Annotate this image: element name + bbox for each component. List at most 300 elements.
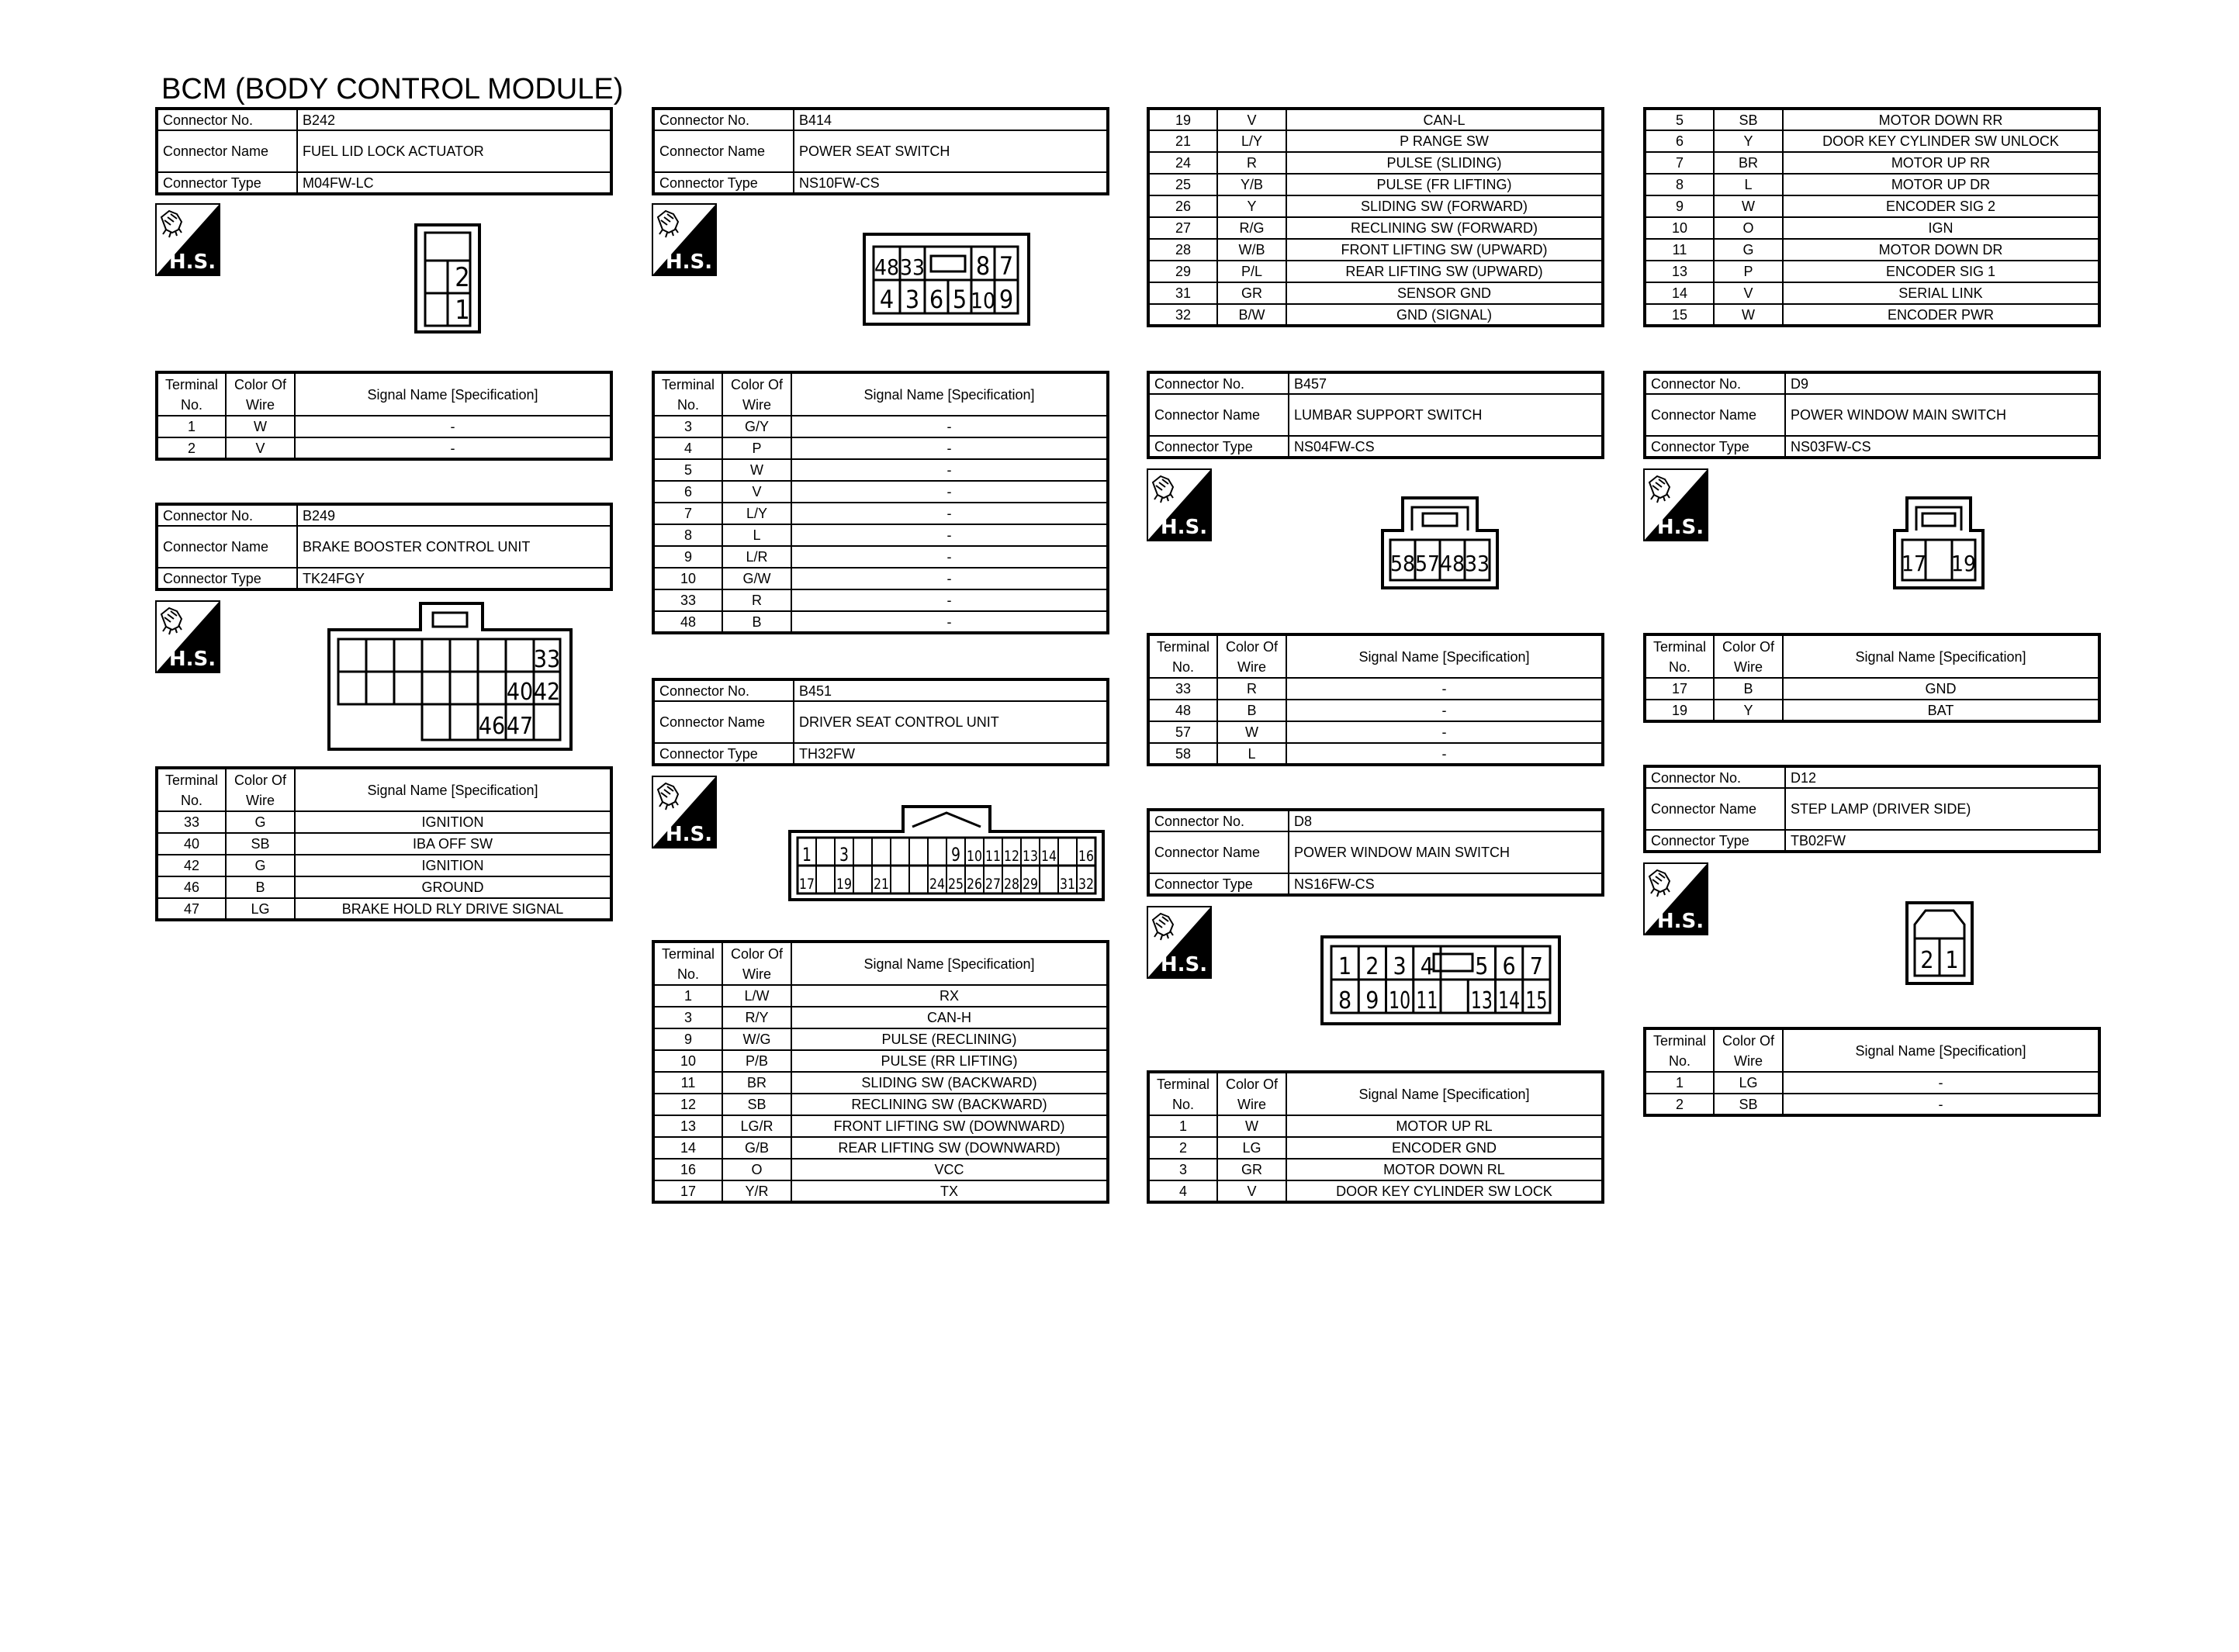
- wire-color-cell: W: [1714, 195, 1783, 217]
- terminal-cell: 42: [157, 855, 226, 876]
- harness-side-icon: [155, 600, 220, 673]
- color-of-wire-header: Color Of Wire: [722, 372, 791, 416]
- connector-type-value: NS03FW-CS: [1785, 436, 2099, 458]
- table-row: [653, 1159, 1108, 1180]
- connector-name-value: FUEL LID LOCK ACTUATOR: [297, 130, 611, 172]
- wire-color-cell: B/W: [1217, 304, 1286, 326]
- signal-name-cell: BRAKE HOLD RLY DRIVE SIGNAL: [295, 898, 611, 920]
- table-row: [653, 1050, 1108, 1072]
- pin-label: 6: [929, 285, 944, 314]
- pin-label: 4: [879, 285, 895, 314]
- table-row: [653, 416, 1108, 437]
- terminal-cell: 1: [1645, 1072, 1714, 1094]
- signal-name-cell: GND: [1783, 678, 2099, 700]
- connector-type-label: Connector Type: [157, 172, 297, 194]
- table-row: [653, 985, 1108, 1007]
- terminal-cell: 46: [157, 876, 226, 898]
- connector-info-b457: [1147, 371, 1604, 459]
- connector-no-value: B249: [297, 504, 611, 526]
- connector-no-value: B242: [297, 109, 611, 130]
- signal-name-cell: MOTOR DOWN RL: [1286, 1159, 1603, 1180]
- terminal-cell: 33: [653, 589, 722, 611]
- table-row: [1645, 195, 2099, 217]
- pin-label: 10: [1389, 987, 1411, 1014]
- table-row: [1645, 678, 2099, 700]
- color-of-wire-header: Color Of Wire: [1217, 634, 1286, 678]
- pin-label: 2: [455, 262, 470, 293]
- terminal-no-header: Terminal No.: [1148, 1072, 1217, 1115]
- wire-color-cell: R/Y: [722, 1007, 791, 1028]
- table-row: [653, 437, 1108, 459]
- table-row: [157, 833, 611, 855]
- color-of-wire-header: Color Of Wire: [1714, 1028, 1783, 1072]
- connector-name-value: STEP LAMP (DRIVER SIDE): [1785, 788, 2099, 830]
- terminal-cell: 2: [1148, 1137, 1217, 1159]
- pin-label: 4: [1420, 953, 1434, 980]
- wire-color-cell: W/G: [722, 1028, 791, 1050]
- table-row: [1645, 217, 2099, 239]
- wire-color-cell: R: [722, 589, 791, 611]
- table-row: [1645, 174, 2099, 195]
- pin-label: 42: [533, 679, 561, 706]
- pin-label: 17: [1901, 551, 1927, 576]
- connector-face-b451: [788, 804, 1105, 901]
- wire-color-cell: LG: [226, 898, 295, 920]
- signal-name-cell: IBA OFF SW: [295, 833, 611, 855]
- terminal-cell: 7: [1645, 152, 1714, 174]
- signal-name-cell: DOOR KEY CYLINDER SW UNLOCK: [1783, 130, 2099, 152]
- table-row: [1148, 152, 1603, 174]
- wire-color-cell: BR: [1714, 152, 1783, 174]
- terminal-cell: 13: [653, 1115, 722, 1137]
- connector-name-label: Connector Name: [1148, 831, 1289, 873]
- table-row: [653, 503, 1108, 524]
- table-row: [653, 568, 1108, 589]
- signal-name-header: Signal Name [Specification]: [1286, 1072, 1603, 1115]
- wire-color-cell: LG/R: [722, 1115, 791, 1137]
- table-row: [1148, 743, 1603, 765]
- connector-info-b451: [652, 678, 1109, 766]
- pin-label: 11: [985, 848, 1001, 865]
- terminal-cell: 8: [1645, 174, 1714, 195]
- terminal-cell: 9: [1645, 195, 1714, 217]
- signal-name-cell: RX: [791, 985, 1108, 1007]
- pin-label: 14: [1498, 987, 1521, 1014]
- table-row: [1645, 1094, 2099, 1115]
- terminal-cell: 26: [1148, 195, 1217, 217]
- pin-label: 5: [952, 285, 967, 314]
- connector-name-label: Connector Name: [1148, 394, 1289, 436]
- color-of-wire-header: Color Of Wire: [1217, 1072, 1286, 1115]
- connector-type-label: Connector Type: [1148, 436, 1289, 458]
- connector-type-label: Connector Type: [157, 568, 297, 589]
- signal-name-cell: -: [1286, 700, 1603, 721]
- signal-name-cell: REAR LIFTING SW (DOWNWARD): [791, 1137, 1108, 1159]
- wire-color-cell: SB: [226, 833, 295, 855]
- wire-color-cell: GR: [1217, 282, 1286, 304]
- signal-name-cell: IGNITION: [295, 855, 611, 876]
- terminal-cell: 3: [653, 416, 722, 437]
- terminal-cell: 4: [1148, 1180, 1217, 1202]
- pin-label: 26: [967, 876, 982, 893]
- terminal-cell: 33: [157, 811, 226, 833]
- pin-label: 17: [799, 876, 815, 893]
- table-row: [653, 481, 1108, 503]
- connector-no-value: D9: [1785, 372, 2099, 394]
- connector-face-b414: [863, 233, 1030, 326]
- pin-label: 13: [1023, 848, 1038, 865]
- connector-name-label: Connector Name: [1645, 394, 1785, 436]
- signal-name-cell: -: [1286, 678, 1603, 700]
- harness-side-icon: [155, 203, 220, 276]
- hs-label: H.S.: [1656, 516, 1704, 539]
- signal-name-cell: P RANGE SW: [1286, 130, 1603, 152]
- pin-label: 1: [1945, 947, 1959, 974]
- signal-name-cell: PULSE (RR LIFTING): [791, 1050, 1108, 1072]
- connector-name-value: POWER WINDOW MAIN SWITCH: [1785, 394, 2099, 436]
- pin-label: 3: [905, 285, 920, 314]
- wire-color-cell: L/W: [722, 985, 791, 1007]
- wire-color-cell: L: [1714, 174, 1783, 195]
- terminal-cell: 6: [1645, 130, 1714, 152]
- pin-label: 31: [1060, 876, 1075, 893]
- wire-color-cell: W: [1217, 1115, 1286, 1137]
- pin-label: 12: [1004, 848, 1019, 865]
- wire-color-cell: O: [1714, 217, 1783, 239]
- signal-name-cell: -: [295, 437, 611, 459]
- connector-type-value: NS16FW-CS: [1289, 873, 1603, 895]
- pin-label: 8: [975, 251, 991, 281]
- wire-color-cell: LG: [1217, 1137, 1286, 1159]
- connector-name-value: BRAKE BOOSTER CONTROL UNIT: [297, 526, 611, 568]
- signal-name-cell: -: [1286, 743, 1603, 765]
- pin-table-d8: [1147, 1070, 1604, 1204]
- wire-color-cell: SB: [1714, 109, 1783, 130]
- table-row: [1148, 282, 1603, 304]
- signal-name-cell: -: [791, 611, 1108, 633]
- table-row: [1148, 304, 1603, 326]
- signal-name-cell: SENSOR GND: [1286, 282, 1603, 304]
- signal-name-cell: DOOR KEY CYLINDER SW LOCK: [1286, 1180, 1603, 1202]
- pin-label: 57: [1414, 551, 1441, 576]
- wire-color-cell: P: [1714, 261, 1783, 282]
- signal-name-cell: MOTOR UP DR: [1783, 174, 2099, 195]
- wire-color-cell: R: [1217, 678, 1286, 700]
- terminal-cell: 1: [653, 985, 722, 1007]
- signal-name-cell: MOTOR DOWN RR: [1783, 109, 2099, 130]
- signal-name-cell: -: [791, 546, 1108, 568]
- wire-color-cell: B: [1714, 678, 1783, 700]
- table-row: [653, 1072, 1108, 1094]
- wire-color-cell: BR: [722, 1072, 791, 1094]
- signal-name-cell: SLIDING SW (BACKWARD): [791, 1072, 1108, 1094]
- signal-name-header: Signal Name [Specification]: [295, 768, 611, 811]
- wire-color-cell: SB: [722, 1094, 791, 1115]
- pin-label: 29: [1023, 876, 1038, 893]
- connector-type-value: TB02FW: [1785, 830, 2099, 852]
- signal-name-header: Signal Name [Specification]: [1783, 1028, 2099, 1072]
- wire-color-cell: V: [722, 481, 791, 503]
- pin-label: 11: [1416, 987, 1438, 1014]
- pin-label: 24: [929, 876, 945, 893]
- wire-color-cell: W: [226, 416, 295, 437]
- wire-color-cell: L/Y: [722, 503, 791, 524]
- table-row: [1645, 239, 2099, 261]
- table-row: [653, 546, 1108, 568]
- signal-name-cell: -: [1783, 1094, 2099, 1115]
- terminal-cell: 10: [1645, 217, 1714, 239]
- connector-no-value: D12: [1785, 766, 2099, 788]
- terminal-cell: 25: [1148, 174, 1217, 195]
- signal-name-cell: MOTOR DOWN DR: [1783, 239, 2099, 261]
- signal-name-cell: CAN-H: [791, 1007, 1108, 1028]
- signal-name-header: Signal Name [Specification]: [1783, 634, 2099, 678]
- terminal-cell: 13: [1645, 261, 1714, 282]
- wire-color-cell: P: [722, 437, 791, 459]
- harness-side-icon: [1643, 862, 1708, 935]
- connector-face-b242: [414, 223, 481, 334]
- harness-side-icon: [1643, 468, 1708, 541]
- wire-color-cell: G: [226, 855, 295, 876]
- pin-label: 58: [1389, 551, 1416, 576]
- table-row: [1645, 130, 2099, 152]
- terminal-cell: 27: [1148, 217, 1217, 239]
- hs-label: H.S.: [665, 823, 713, 846]
- table-row: [157, 416, 611, 437]
- table-row: [1148, 700, 1603, 721]
- signal-name-cell: FRONT LIFTING SW (DOWNWARD): [791, 1115, 1108, 1137]
- table-row: [653, 1007, 1108, 1028]
- terminal-cell: 3: [653, 1007, 722, 1028]
- terminal-no-header: Terminal No.: [1645, 634, 1714, 678]
- connector-face-b249: [327, 602, 573, 751]
- table-row: [1148, 678, 1603, 700]
- color-of-wire-header: Color Of Wire: [1714, 634, 1783, 678]
- pin-label: 46: [478, 713, 506, 740]
- table-row: [1148, 1180, 1603, 1202]
- color-of-wire-header: Color Of Wire: [226, 372, 295, 416]
- terminal-cell: 47: [157, 898, 226, 920]
- hs-label: H.S.: [1656, 910, 1704, 933]
- wire-color-cell: LG: [1714, 1072, 1783, 1094]
- connector-info-d9: [1643, 371, 2101, 459]
- wire-color-cell: G/B: [722, 1137, 791, 1159]
- connector-type-value: M04FW-LC: [297, 172, 611, 194]
- signal-name-cell: GND (SIGNAL): [1286, 304, 1603, 326]
- table-row: [653, 459, 1108, 481]
- connector-type-label: Connector Type: [653, 172, 794, 194]
- wire-color-cell: V: [1217, 1180, 1286, 1202]
- wire-color-cell: Y: [1217, 195, 1286, 217]
- pin-label: 8: [1338, 987, 1352, 1014]
- table-row: [1148, 195, 1603, 217]
- terminal-cell: 19: [1148, 109, 1217, 130]
- wire-color-cell: L: [722, 524, 791, 546]
- pin-label: 28: [1004, 876, 1019, 893]
- connector-face-d8: [1320, 935, 1561, 1025]
- signal-name-cell: -: [791, 481, 1108, 503]
- pin-table-d9: [1643, 633, 2101, 723]
- terminal-cell: 24: [1148, 152, 1217, 174]
- pin-label: 6: [1502, 953, 1516, 980]
- wire-color-cell: Y: [1714, 700, 1783, 721]
- terminal-cell: 32: [1148, 304, 1217, 326]
- pin-label: 15: [1525, 987, 1548, 1014]
- pin-table-d12: [1643, 1027, 2101, 1117]
- pin-label: 1: [455, 295, 470, 326]
- signal-name-cell: -: [791, 437, 1108, 459]
- pin-table-b414: [652, 371, 1109, 634]
- terminal-cell: 7: [653, 503, 722, 524]
- pin-label: 3: [839, 844, 849, 866]
- table-row: [1645, 152, 2099, 174]
- terminal-cell: 28: [1148, 239, 1217, 261]
- pin-label: 3: [1393, 953, 1407, 980]
- hs-label: H.S.: [168, 251, 216, 274]
- terminal-cell: 33: [1148, 678, 1217, 700]
- pin-table-d8-continued: [1643, 107, 2101, 327]
- wire-color-cell: P/B: [722, 1050, 791, 1072]
- connector-no-value: B457: [1289, 372, 1603, 394]
- terminal-cell: 40: [157, 833, 226, 855]
- table-row: [1148, 721, 1603, 743]
- wire-color-cell: G: [226, 811, 295, 833]
- table-row: [1148, 261, 1603, 282]
- table-row: [1148, 217, 1603, 239]
- terminal-cell: 1: [157, 416, 226, 437]
- terminal-cell: 3: [1148, 1159, 1217, 1180]
- terminal-cell: 2: [157, 437, 226, 459]
- connector-name-label: Connector Name: [157, 526, 297, 568]
- pin-label: 10: [970, 288, 996, 313]
- pin-label: 48: [874, 254, 900, 280]
- hs-label: H.S.: [665, 251, 713, 274]
- table-row: [1645, 282, 2099, 304]
- wire-color-cell: W: [1714, 304, 1783, 326]
- pin-label: 47: [506, 713, 534, 740]
- terminal-no-header: Terminal No.: [653, 942, 722, 985]
- pin-label: 48: [1439, 551, 1466, 576]
- wire-color-cell: G/W: [722, 568, 791, 589]
- wire-color-cell: L/Y: [1217, 130, 1286, 152]
- wire-color-cell: Y/B: [1217, 174, 1286, 195]
- table-row: [1645, 261, 2099, 282]
- pin-label: 27: [985, 876, 1001, 893]
- table-row: [1148, 239, 1603, 261]
- signal-name-cell: ENCODER PWR: [1783, 304, 2099, 326]
- connector-no-value: D8: [1289, 810, 1603, 831]
- signal-name-cell: IGN: [1783, 217, 2099, 239]
- signal-name-cell: CAN-L: [1286, 109, 1603, 130]
- pin-label: 2: [1365, 953, 1379, 980]
- signal-name-cell: MOTOR UP RL: [1286, 1115, 1603, 1137]
- table-row: [1645, 1072, 2099, 1094]
- connector-face-b457: [1381, 496, 1499, 589]
- connector-name-value: LUMBAR SUPPORT SWITCH: [1289, 394, 1603, 436]
- signal-name-cell: PULSE (FR LIFTING): [1286, 174, 1603, 195]
- pin-table-b451-continued: [1147, 107, 1604, 327]
- terminal-cell: 29: [1148, 261, 1217, 282]
- signal-name-cell: PULSE (SLIDING): [1286, 152, 1603, 174]
- table-row: [157, 855, 611, 876]
- terminal-cell: 5: [1645, 109, 1714, 130]
- wire-color-cell: P/L: [1217, 261, 1286, 282]
- table-row: [157, 811, 611, 833]
- connector-no-label: Connector No.: [1645, 372, 1785, 394]
- pin-label: 1: [802, 844, 812, 866]
- terminal-cell: 9: [653, 1028, 722, 1050]
- pin-label: 33: [1464, 551, 1490, 576]
- pin-label: 1: [1338, 953, 1352, 980]
- harness-side-icon: [652, 776, 717, 848]
- wire-color-cell: B: [722, 611, 791, 633]
- wire-color-cell: W/B: [1217, 239, 1286, 261]
- terminal-cell: 57: [1148, 721, 1217, 743]
- pin-label: 25: [948, 876, 964, 893]
- signal-name-cell: VCC: [791, 1159, 1108, 1180]
- connector-type-label: Connector Type: [1148, 873, 1289, 895]
- connector-info-b249: [155, 503, 613, 591]
- connector-name-label: Connector Name: [653, 130, 794, 172]
- terminal-cell: 10: [653, 1050, 722, 1072]
- signal-name-cell: BAT: [1783, 700, 2099, 721]
- signal-name-cell: -: [791, 589, 1108, 611]
- wire-color-cell: O: [722, 1159, 791, 1180]
- signal-name-cell: -: [791, 503, 1108, 524]
- connector-face-d12: [1905, 901, 1974, 985]
- connector-name-label: Connector Name: [1645, 788, 1785, 830]
- signal-name-header: Signal Name [Specification]: [791, 372, 1108, 416]
- pin-label: 7: [1529, 953, 1543, 980]
- connector-name-label: Connector Name: [653, 701, 794, 743]
- pin-table-b242: [155, 371, 613, 461]
- pin-label: 7: [998, 251, 1014, 281]
- signal-name-cell: -: [791, 524, 1108, 546]
- terminal-cell: 48: [1148, 700, 1217, 721]
- pin-label: 5: [1475, 953, 1489, 980]
- harness-side-icon: [1147, 468, 1212, 541]
- terminal-cell: 5: [653, 459, 722, 481]
- signal-name-cell: SLIDING SW (FORWARD): [1286, 195, 1603, 217]
- terminal-cell: 6: [653, 481, 722, 503]
- wire-color-cell: L: [1217, 743, 1286, 765]
- table-row: [157, 437, 611, 459]
- harness-side-icon: [652, 203, 717, 276]
- table-row: [653, 1115, 1108, 1137]
- connector-info-d12: [1643, 765, 2101, 853]
- terminal-cell: 48: [653, 611, 722, 633]
- pin-label: 19: [1950, 551, 1977, 576]
- connector-info-b414: [652, 107, 1109, 195]
- pin-table-b451: [652, 940, 1109, 1204]
- connector-type-label: Connector Type: [653, 743, 794, 765]
- signal-name-cell: RECLINING SW (FORWARD): [1286, 217, 1603, 239]
- connector-no-value: B451: [794, 679, 1108, 701]
- table-row: [1645, 304, 2099, 326]
- signal-name-header: Signal Name [Specification]: [791, 942, 1108, 985]
- terminal-cell: 10: [653, 568, 722, 589]
- terminal-no-header: Terminal No.: [157, 372, 226, 416]
- signal-name-cell: TX: [791, 1180, 1108, 1202]
- connector-no-label: Connector No.: [653, 109, 794, 130]
- wire-color-cell: GR: [1217, 1159, 1286, 1180]
- connector-name-label: Connector Name: [157, 130, 297, 172]
- wire-color-cell: V: [226, 437, 295, 459]
- terminal-cell: 58: [1148, 743, 1217, 765]
- pin-label: 33: [533, 646, 561, 673]
- wire-color-cell: R/G: [1217, 217, 1286, 239]
- wire-color-cell: V: [1217, 109, 1286, 130]
